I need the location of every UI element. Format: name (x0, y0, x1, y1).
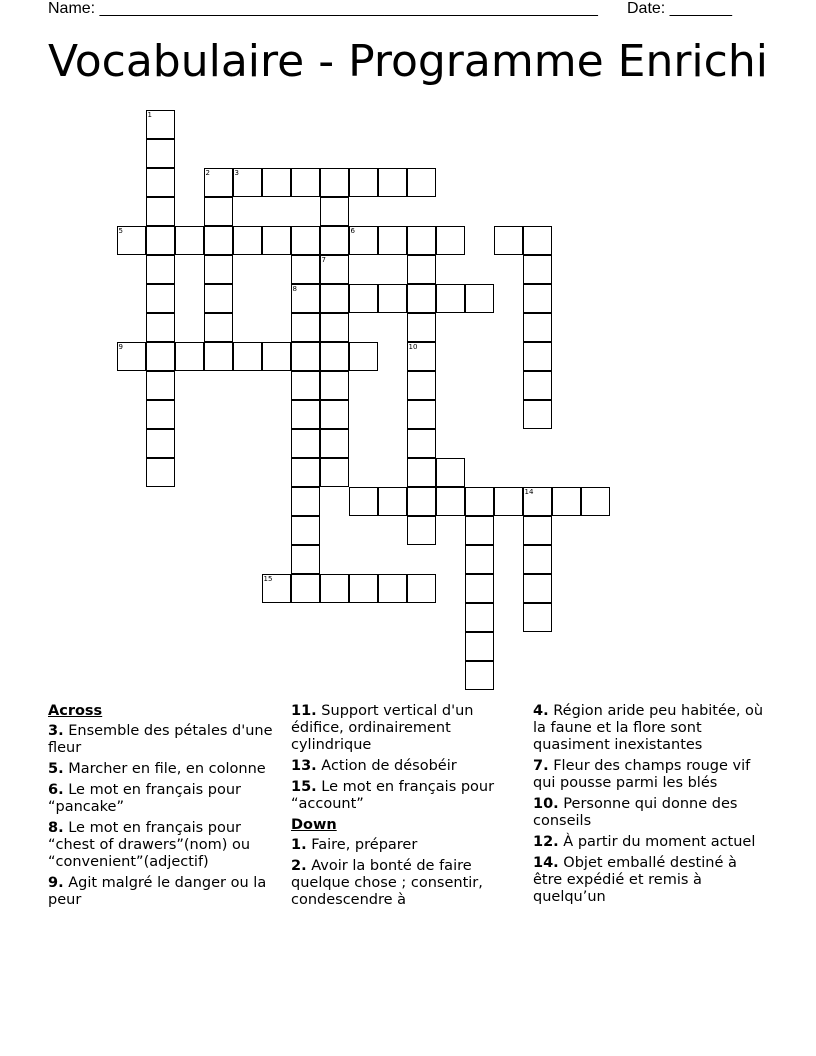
clue-number: 3 (234, 168, 239, 177)
grid-cell[interactable] (523, 255, 552, 284)
grid-cell[interactable] (175, 226, 204, 255)
grid-cell[interactable] (494, 226, 523, 255)
grid-cell[interactable] (349, 284, 378, 313)
grid-cell[interactable] (465, 632, 494, 661)
grid-cell[interactable] (291, 545, 320, 574)
grid-cell[interactable] (146, 168, 175, 197)
grid-cell[interactable] (320, 574, 349, 603)
grid-cell[interactable] (291, 429, 320, 458)
grid-cell[interactable] (262, 574, 291, 603)
grid-cell[interactable] (436, 458, 465, 487)
clue-item-number: 2. (291, 858, 307, 874)
grid-cell[interactable] (291, 487, 320, 516)
grid-cell[interactable] (146, 458, 175, 487)
clue-item (533, 834, 765, 851)
clue-item (533, 855, 765, 906)
clue-number: 5 (118, 226, 123, 235)
grid-cell[interactable] (523, 371, 552, 400)
grid-cell[interactable] (349, 487, 378, 516)
clue-item (48, 761, 280, 778)
page-title: Vocabulaire - Programme Enrichi (48, 36, 768, 87)
clues-column-1 (48, 703, 280, 913)
clue-item-number: 8. (48, 820, 64, 836)
clue-item (48, 782, 280, 816)
clue-item-text: Faire, préparer (306, 837, 418, 853)
clue-item-number: 3. (48, 723, 64, 739)
clue-item (533, 703, 765, 754)
grid-cell[interactable] (523, 400, 552, 429)
grid-cell[interactable] (523, 342, 552, 371)
clues-column-3 (533, 703, 765, 910)
grid-cell[interactable] (523, 226, 552, 255)
grid-cell[interactable] (436, 284, 465, 313)
clue-item (291, 837, 523, 854)
grid-cell[interactable] (262, 168, 291, 197)
grid-cell[interactable] (146, 342, 175, 371)
clue-number: 8 (292, 284, 297, 293)
grid-cell[interactable] (407, 458, 436, 487)
grid-cell[interactable] (320, 342, 349, 371)
grid-cell[interactable] (291, 255, 320, 284)
grid-cell[interactable] (523, 516, 552, 545)
clue-item-number: 9. (48, 875, 64, 891)
grid-cell[interactable] (291, 313, 320, 342)
clue-item-number: 4. (533, 703, 549, 719)
grid-cell[interactable] (378, 574, 407, 603)
clue-item-text: Ensemble des pétales d'une fleur (48, 723, 273, 756)
grid-cell[interactable] (233, 168, 262, 197)
grid-cell[interactable] (494, 487, 523, 516)
clue-number: 15 (263, 574, 273, 583)
grid-cell[interactable] (523, 487, 552, 516)
grid-cell[interactable] (291, 168, 320, 197)
grid-cell[interactable] (465, 661, 494, 690)
clue-number: 1 (147, 110, 152, 119)
grid-cell[interactable] (378, 168, 407, 197)
clue-item-number: 13. (291, 758, 317, 774)
clue-item-number: 5. (48, 761, 64, 777)
clue-item-text: Objet emballé destiné à être expédié et remis à quelqu’un (533, 855, 737, 905)
grid-cell[interactable] (146, 255, 175, 284)
clue-item (291, 858, 523, 909)
grid-cell[interactable] (407, 313, 436, 342)
clue-item-number: 14. (533, 855, 559, 871)
grid-cell[interactable] (146, 429, 175, 458)
clue-number: 7 (321, 255, 326, 264)
grid-cell[interactable] (320, 226, 349, 255)
grid-cell[interactable] (465, 545, 494, 574)
clue-item (48, 875, 280, 909)
grid-cell[interactable] (407, 516, 436, 545)
grid-cell[interactable] (407, 226, 436, 255)
grid-cell[interactable] (204, 313, 233, 342)
grid-cell[interactable] (291, 226, 320, 255)
grid-cell[interactable] (349, 342, 378, 371)
grid-cell[interactable] (407, 429, 436, 458)
grid-cell[interactable] (523, 545, 552, 574)
name-field[interactable]: Name: ________________________________________________________ (48, 0, 598, 17)
grid-cell[interactable] (523, 574, 552, 603)
clue-item-text: Support vertical d'un édifice, ordinairement cylindrique (291, 703, 474, 753)
clue-item-text: Action de désobéir (316, 758, 457, 774)
grid-cell[interactable] (407, 284, 436, 313)
grid-cell[interactable] (465, 487, 494, 516)
clue-item (533, 758, 765, 792)
grid-cell[interactable] (291, 516, 320, 545)
grid-cell[interactable] (117, 342, 146, 371)
grid-cell[interactable] (291, 342, 320, 371)
clue-number: 6 (350, 226, 355, 235)
clue-item-text: Avoir la bonté de faire quelque chose ; consentir, condescendre à (291, 858, 483, 908)
grid-cell[interactable] (552, 487, 581, 516)
clue-item-text: Fleur des champs rouge vif qui pousse parmi les blés (533, 758, 751, 791)
clue-item-text: À partir du moment actuel (558, 834, 756, 850)
clue-item-text: Région aride peu habitée, où la faune et la flore sont quasiment inexistantes (533, 703, 764, 753)
clue-number: 9 (118, 342, 123, 351)
grid-cell[interactable] (291, 400, 320, 429)
clue-item-number: 1. (291, 837, 307, 853)
clue-item-text: Marcher en file, en colonne (63, 761, 266, 777)
grid-cell[interactable] (378, 487, 407, 516)
grid-cell[interactable] (523, 284, 552, 313)
clue-item-number: 12. (533, 834, 559, 850)
grid-cell[interactable] (349, 574, 378, 603)
clue-item (48, 723, 280, 757)
grid-cell[interactable] (146, 226, 175, 255)
grid-cell[interactable] (407, 371, 436, 400)
grid-cell[interactable] (291, 574, 320, 603)
grid-cell[interactable] (204, 255, 233, 284)
clue-number: 14 (524, 487, 534, 496)
grid-cell[interactable] (349, 226, 378, 255)
clue-item (291, 779, 523, 813)
grid-cell[interactable] (378, 226, 407, 255)
grid-cell[interactable] (291, 458, 320, 487)
grid-cell[interactable] (320, 371, 349, 400)
grid-cell[interactable] (581, 487, 610, 516)
grid-cell[interactable] (465, 516, 494, 545)
clue-item-text: Personne qui donne des conseils (533, 796, 738, 829)
grid-cell[interactable] (146, 139, 175, 168)
grid-cell[interactable] (465, 603, 494, 632)
grid-cell[interactable] (320, 255, 349, 284)
grid-cell[interactable] (320, 429, 349, 458)
grid-cell[interactable] (320, 400, 349, 429)
grid-cell[interactable] (523, 313, 552, 342)
grid-cell[interactable] (320, 197, 349, 226)
clue-item-number: 10. (533, 796, 559, 812)
clue-number: 10 (408, 342, 418, 351)
grid-cell[interactable] (320, 313, 349, 342)
clue-item-number: 15. (291, 779, 317, 795)
down-heading: Down (291, 817, 337, 833)
clue-item-text: Agit malgré le danger ou la peur (48, 875, 267, 908)
grid-cell[interactable] (291, 371, 320, 400)
grid-cell[interactable] (262, 342, 291, 371)
clue-item-number: 6. (48, 782, 64, 798)
date-field[interactable]: Date: _______ (627, 0, 732, 17)
clue-item (48, 820, 280, 871)
grid-cell[interactable] (407, 574, 436, 603)
grid-cell[interactable] (291, 284, 320, 313)
grid-cell[interactable] (465, 574, 494, 603)
clue-item-number: 7. (533, 758, 549, 774)
grid-cell[interactable] (262, 226, 291, 255)
grid-cell[interactable] (378, 284, 407, 313)
clue-item (291, 703, 523, 754)
grid-cell[interactable] (204, 168, 233, 197)
grid-cell[interactable] (407, 168, 436, 197)
clue-item (533, 796, 765, 830)
grid-cell[interactable] (523, 603, 552, 632)
clue-item-text: Le mot en français pour “chest of drawers”(nom) ou “convenient”(adjectif) (48, 820, 251, 870)
grid-cell[interactable] (146, 400, 175, 429)
grid-cell[interactable] (407, 342, 436, 371)
clues-column-2 (291, 703, 523, 913)
grid-cell[interactable] (465, 284, 494, 313)
grid-cell[interactable] (204, 342, 233, 371)
clue-item (291, 758, 523, 775)
clue-item-text: Le mot en français pour “pancake” (48, 782, 242, 815)
grid-cell[interactable] (436, 487, 465, 516)
grid-cell[interactable] (204, 197, 233, 226)
grid-cell[interactable] (146, 284, 175, 313)
clue-item-text: Le mot en français pour “account” (291, 779, 495, 812)
grid-cell[interactable] (407, 255, 436, 284)
grid-cell[interactable] (349, 168, 378, 197)
grid-cell[interactable] (320, 284, 349, 313)
grid-cell[interactable] (407, 487, 436, 516)
grid-cell[interactable] (320, 168, 349, 197)
grid-cell[interactable] (146, 197, 175, 226)
grid-cell[interactable] (175, 342, 204, 371)
clue-item-number: 11. (291, 703, 317, 719)
grid-cell[interactable] (407, 400, 436, 429)
clue-number: 2 (205, 168, 210, 177)
grid-cell[interactable] (204, 226, 233, 255)
grid-cell[interactable] (320, 458, 349, 487)
grid-cell[interactable] (146, 313, 175, 342)
across-heading: Across (48, 703, 103, 719)
grid-cell[interactable] (146, 110, 175, 139)
grid-cell[interactable] (233, 342, 262, 371)
grid-cell[interactable] (117, 226, 146, 255)
grid-cell[interactable] (204, 284, 233, 313)
grid-cell[interactable] (146, 371, 175, 400)
grid-cell[interactable] (233, 226, 262, 255)
grid-cell[interactable] (436, 226, 465, 255)
